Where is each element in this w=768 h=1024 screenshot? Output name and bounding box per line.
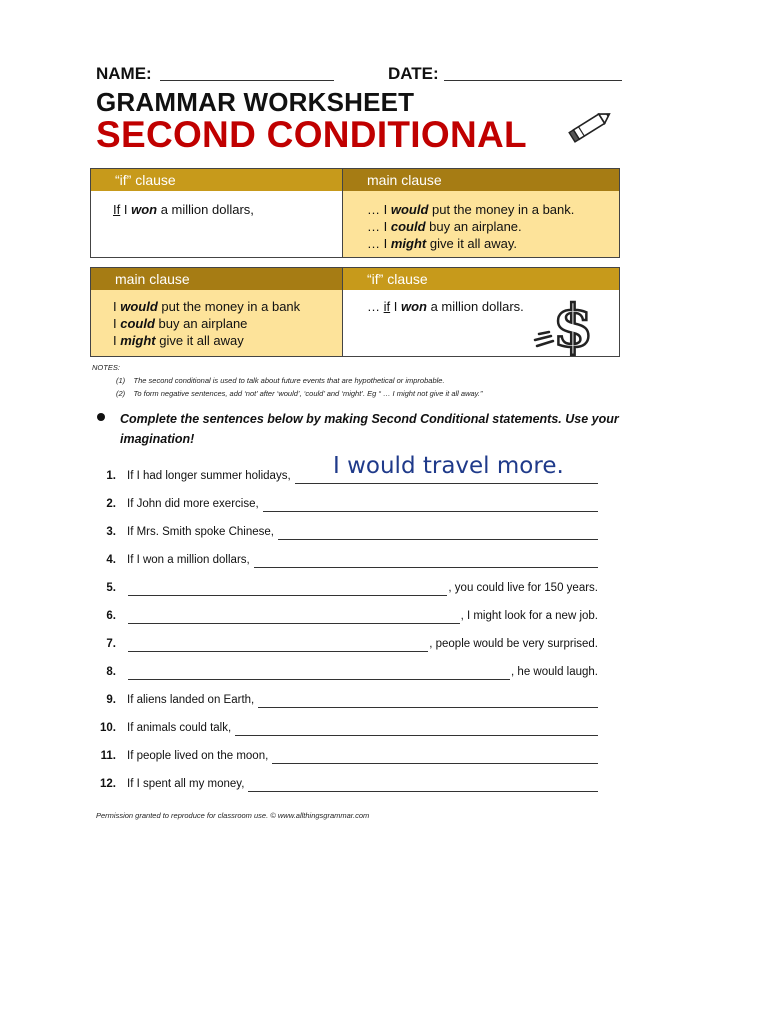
question-number: 9. <box>106 694 116 706</box>
table2-if-clause-cell: … if I won a million dollars. $ <box>342 290 619 356</box>
question-text: , you could live for 150 years. <box>448 582 598 594</box>
name-label: NAME: <box>96 64 152 83</box>
svg-text:$: $ <box>552 294 594 356</box>
table1-main-line-2: … I could buy an airplane. <box>367 219 522 234</box>
question-number: 1. <box>106 470 116 482</box>
question-text: If people lived on the moon, <box>127 750 269 762</box>
name-field[interactable] <box>160 80 334 81</box>
question-text: If Mrs. Smith spoke Chinese, <box>127 526 274 538</box>
answer-blank[interactable] <box>263 511 598 512</box>
answer-blank[interactable] <box>128 595 447 596</box>
question-text: If I won a million dollars, <box>127 554 250 566</box>
question-number: 11. <box>100 750 116 762</box>
note-item-1: (1) The second conditional is used to talk about future events that are hypothetical or improbable. <box>116 376 445 385</box>
table2-main-line-2: I could buy an airplane <box>113 316 248 331</box>
question-text: If I spent all my money, <box>127 778 245 790</box>
question-text: , he would laugh. <box>511 666 598 678</box>
question-number: 7. <box>106 638 116 650</box>
answer-blank[interactable] <box>248 791 598 792</box>
question-number: 6. <box>106 610 116 622</box>
table1-header-main-clause: main clause <box>342 169 619 191</box>
question-text: , people would be very surprised. <box>429 638 598 650</box>
question-text: If animals could talk, <box>127 722 232 734</box>
answer-blank[interactable] <box>278 539 598 540</box>
answer-blank[interactable] <box>272 763 598 764</box>
table2-main-line-1: I would put the money in a bank <box>113 299 301 314</box>
answer-blank[interactable] <box>258 707 598 708</box>
answer-blank[interactable] <box>128 623 460 624</box>
bullet-icon <box>97 413 105 421</box>
question-number: 10. <box>100 722 116 734</box>
table1-if-clause-cell: If I won a million dollars, <box>113 202 254 217</box>
question-text: If aliens landed on Earth, <box>127 694 255 706</box>
conditional-table-1 <box>90 168 620 258</box>
date-label: DATE: <box>388 64 439 83</box>
table2-header-if-clause: “if” clause <box>342 268 619 290</box>
question-text: If I had longer summer holidays, <box>127 470 291 482</box>
dollar-sign-icon <box>533 294 595 356</box>
answer-blank[interactable] <box>295 483 598 484</box>
question-number: 12. <box>100 778 116 790</box>
table1-header-if-clause: “if” clause <box>115 172 176 188</box>
table1-main-clause-cell <box>342 191 619 257</box>
worksheet-subtitle: SECOND CONDITIONAL <box>96 114 527 155</box>
answer-blank[interactable] <box>128 679 510 680</box>
instruction-text: Complete the sentences below by making Second Conditional statements. Use your imagination! <box>120 412 619 446</box>
conditional-table-2 <box>90 267 620 357</box>
table2-header-main-clause: main clause <box>91 268 342 290</box>
question-text: , I might look for a new job. <box>460 610 598 622</box>
worksheet-title: GRAMMAR WORKSHEET <box>96 87 415 117</box>
table1-main-line-3: … I might give it all away. <box>367 236 518 251</box>
question-number: 4. <box>106 554 116 566</box>
question-number: 3. <box>106 526 116 538</box>
answer-blank[interactable] <box>254 567 598 568</box>
question-number: 2. <box>106 498 116 510</box>
note-item-2: (2) To form negative sentences, add ‘not’ after ‘would’, ‘could’ and ‘might’. Eg “ … I might not give it all away.” <box>116 389 483 398</box>
question-number: 5. <box>106 582 116 594</box>
question-text: If John did more exercise, <box>127 498 259 510</box>
answer-blank[interactable] <box>235 735 598 736</box>
table2-main-line-3: I might give it all away <box>113 333 244 348</box>
question-number: 8. <box>106 666 116 678</box>
pencil-icon <box>566 108 616 144</box>
table1-main-line-1: … I would put the money in a bank. <box>367 202 575 217</box>
footer-permission: Permission granted to reproduce for classroom use. © www.allthingsgrammar.com <box>96 811 370 820</box>
answer-blank[interactable] <box>128 651 428 652</box>
table2-main-clause-cell <box>91 290 342 356</box>
notes-label: NOTES: <box>92 363 120 372</box>
date-field[interactable] <box>444 80 622 81</box>
example-handwritten-answer: I would travel more. <box>333 453 564 479</box>
